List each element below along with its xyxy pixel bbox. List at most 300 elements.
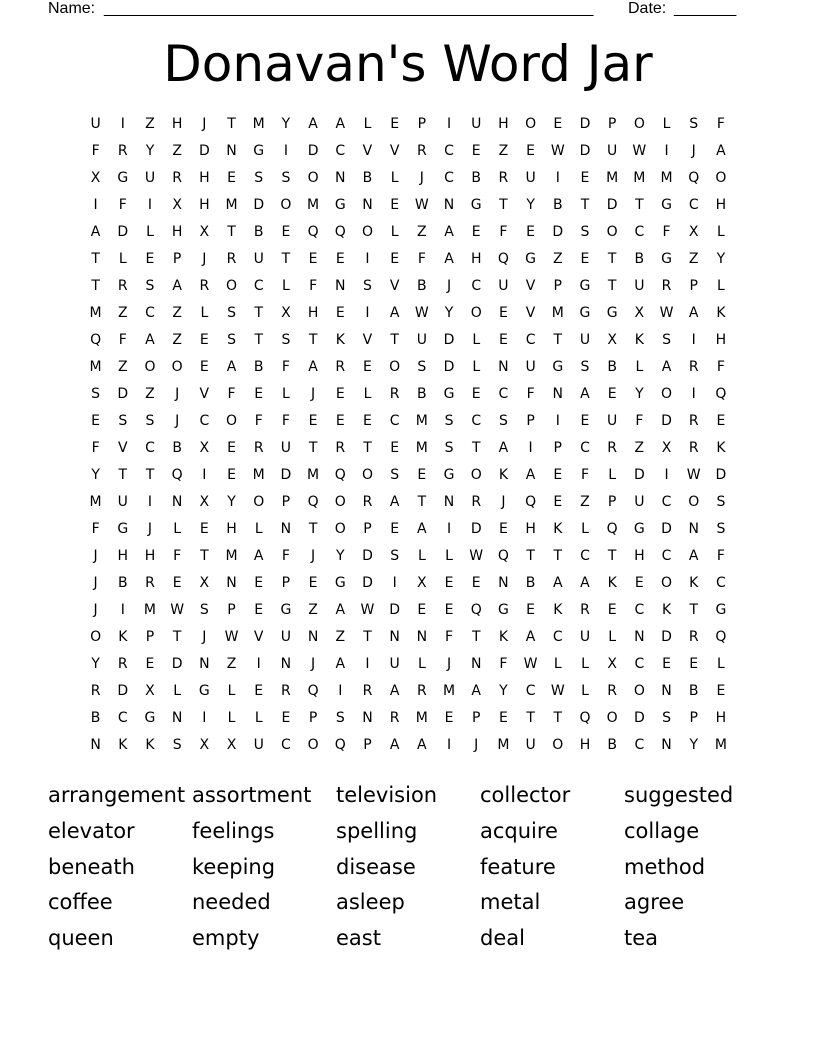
grid-cell: W bbox=[360, 602, 375, 618]
grid-cell: M bbox=[415, 710, 428, 726]
grid-cell: C bbox=[634, 602, 645, 618]
grid-cell: D bbox=[117, 683, 129, 699]
grid-cell: J bbox=[175, 413, 180, 429]
grid-cell: A bbox=[498, 440, 509, 456]
grid-cell: I bbox=[446, 116, 452, 132]
grid-cell: U bbox=[90, 116, 101, 132]
grid-cell: Y bbox=[444, 305, 454, 321]
grid-cell: K bbox=[607, 575, 617, 591]
grid-cell: O bbox=[361, 467, 373, 483]
grid-cell: I bbox=[256, 656, 261, 672]
word-list-item: east bbox=[336, 926, 381, 951]
word-list-item: method bbox=[624, 854, 706, 879]
grid-cell: T bbox=[363, 629, 372, 645]
grid-cell: B bbox=[688, 683, 699, 699]
grid-cell: L bbox=[417, 548, 426, 564]
grid-cell: S bbox=[227, 332, 236, 348]
grid-cell: X bbox=[199, 494, 210, 510]
grid-row bbox=[82, 300, 742, 327]
grid-cell: W bbox=[550, 143, 565, 159]
grid-cell: E bbox=[607, 386, 617, 402]
grid-cell: R bbox=[471, 494, 482, 510]
grid-cell: E bbox=[716, 683, 726, 699]
grid-cell: R bbox=[362, 494, 373, 510]
grid-cell: L bbox=[581, 656, 589, 672]
grid-cell: A bbox=[389, 683, 400, 699]
grid-cell: S bbox=[662, 332, 671, 348]
grid-cell: R bbox=[688, 629, 699, 645]
grid-row bbox=[82, 273, 742, 300]
grid-cell: P bbox=[553, 278, 562, 294]
grid-cell: O bbox=[715, 170, 727, 186]
grid-cell: Q bbox=[307, 224, 319, 240]
grid-cell: E bbox=[580, 170, 590, 186]
grid-cell: C bbox=[661, 494, 672, 510]
word-row bbox=[48, 921, 768, 957]
grid-cell: S bbox=[335, 710, 345, 726]
grid-cell: I bbox=[283, 143, 288, 159]
grid-cell: C bbox=[634, 224, 645, 240]
grid-cell: V bbox=[389, 143, 400, 159]
grid-cell: A bbox=[226, 359, 237, 375]
grid-cell: T bbox=[607, 251, 617, 267]
grid-cell: G bbox=[470, 197, 482, 213]
grid-cell: G bbox=[552, 359, 564, 375]
grid-cell: J bbox=[311, 386, 316, 402]
grid-cell: C bbox=[444, 170, 454, 186]
grid-cell: J bbox=[93, 602, 98, 618]
grid-cell: L bbox=[363, 116, 372, 132]
grid-cell: Z bbox=[172, 143, 182, 159]
grid-cell: O bbox=[144, 359, 156, 375]
grid-cell: R bbox=[416, 143, 427, 159]
grid-row bbox=[82, 327, 742, 354]
grid-cell: V bbox=[525, 278, 536, 294]
grid-cell: F bbox=[118, 197, 127, 213]
grid-cell: F bbox=[91, 440, 100, 456]
word-list-item: feelings bbox=[192, 818, 275, 843]
grid-cell: O bbox=[226, 413, 238, 429]
grid-cell: Q bbox=[171, 467, 183, 483]
grid-cell: S bbox=[580, 224, 590, 240]
grid-cell: Q bbox=[334, 737, 346, 753]
grid-cell: E bbox=[417, 602, 427, 618]
grid-cell: S bbox=[281, 332, 291, 348]
grid-row bbox=[82, 462, 742, 489]
grid-cell: E bbox=[471, 386, 481, 402]
grid-cell: Z bbox=[117, 305, 128, 321]
grid-cell: M bbox=[714, 737, 727, 753]
grid-cell: Q bbox=[307, 683, 319, 699]
grid-cell: A bbox=[580, 575, 590, 591]
grid-cell: I bbox=[392, 575, 397, 591]
grid-cell: S bbox=[689, 116, 699, 132]
grid-cell: T bbox=[607, 548, 617, 564]
grid-cell: T bbox=[417, 494, 427, 510]
grid-cell: M bbox=[606, 170, 619, 186]
grid-cell: K bbox=[118, 629, 128, 645]
grid-cell: H bbox=[226, 521, 237, 537]
grid-cell: Z bbox=[552, 251, 563, 267]
grid-cell: J bbox=[202, 629, 207, 645]
grid-cell: O bbox=[688, 494, 700, 510]
grid-cell: T bbox=[526, 710, 535, 726]
grid-cell: E bbox=[553, 116, 563, 132]
grid-cell: N bbox=[389, 629, 400, 645]
grid-row bbox=[82, 219, 742, 246]
word-list-item: empty bbox=[192, 926, 260, 951]
grid-cell: L bbox=[200, 305, 209, 321]
grid-cell: R bbox=[498, 170, 509, 186]
grid-cell: Z bbox=[688, 251, 699, 267]
grid-cell: O bbox=[280, 197, 292, 213]
grid-cell: W bbox=[414, 197, 429, 213]
grid-cell: M bbox=[633, 170, 646, 186]
grid-cell: O bbox=[253, 494, 265, 510]
grid-cell: T bbox=[553, 548, 563, 564]
grid-row bbox=[82, 192, 742, 219]
grid-cell: T bbox=[390, 332, 399, 348]
grid-cell: U bbox=[117, 494, 128, 510]
grid-cell: D bbox=[443, 332, 455, 348]
grid-cell: J bbox=[446, 278, 452, 294]
grid-cell: T bbox=[553, 710, 563, 726]
grid-cell: E bbox=[363, 413, 372, 429]
grid-cell: T bbox=[580, 197, 590, 213]
grid-cell: L bbox=[635, 359, 644, 375]
grid-cell: L bbox=[581, 521, 589, 537]
grid-cell: L bbox=[146, 224, 154, 240]
grid-cell: K bbox=[335, 332, 345, 348]
grid-cell: I bbox=[338, 683, 343, 699]
grid-cell: H bbox=[171, 116, 183, 132]
grid-cell: W bbox=[659, 305, 674, 321]
grid-cell: C bbox=[389, 413, 400, 429]
grid-cell: M bbox=[551, 305, 564, 321]
name-line: _______________________________________________________ bbox=[104, 0, 594, 17]
grid-cell: E bbox=[498, 710, 508, 726]
grid-cell: R bbox=[253, 440, 264, 456]
grid-cell: Z bbox=[308, 602, 318, 618]
grid-cell: U bbox=[498, 278, 509, 294]
grid-cell: R bbox=[281, 683, 291, 699]
grid-cell: G bbox=[606, 305, 618, 321]
grid-cell: F bbox=[281, 413, 290, 429]
grid-cell: T bbox=[471, 629, 481, 645]
grid-cell: B bbox=[607, 359, 617, 375]
grid-cell: K bbox=[716, 440, 726, 456]
grid-cell: O bbox=[661, 386, 673, 402]
grid-cell: A bbox=[444, 251, 454, 267]
grid-cell: L bbox=[472, 332, 481, 348]
grid-cell: G bbox=[334, 575, 346, 591]
grid-cell: D bbox=[117, 386, 129, 402]
grid-cell: T bbox=[308, 521, 318, 537]
grid-cell: C bbox=[716, 575, 726, 591]
grid-cell: F bbox=[716, 359, 725, 375]
grid-cell: U bbox=[525, 737, 536, 753]
grid-cell: X bbox=[607, 656, 617, 672]
grid-cell: T bbox=[254, 305, 263, 321]
grid-cell: N bbox=[498, 359, 509, 375]
grid-cell: E bbox=[308, 251, 318, 267]
grid-cell: F bbox=[526, 386, 535, 402]
word-list-item: metal bbox=[480, 890, 541, 915]
grid-cell: O bbox=[307, 737, 319, 753]
grid-cell: U bbox=[634, 494, 645, 510]
grid-cell: B bbox=[634, 251, 645, 267]
grid-cell: Q bbox=[715, 386, 727, 402]
grid-row bbox=[82, 732, 742, 759]
grid-cell: S bbox=[254, 170, 264, 186]
grid-cell: Y bbox=[499, 683, 508, 699]
grid-cell: E bbox=[607, 602, 617, 618]
grid-cell: S bbox=[227, 305, 236, 321]
grid-cell: A bbox=[525, 467, 536, 483]
grid-cell: Z bbox=[145, 116, 155, 132]
grid-cell: A bbox=[335, 116, 346, 132]
grid-cell: R bbox=[688, 440, 699, 456]
grid-cell: W bbox=[523, 656, 538, 672]
grid-cell: E bbox=[254, 386, 264, 402]
grid-cell: M bbox=[89, 494, 102, 510]
grid-cell: P bbox=[172, 251, 182, 267]
grid-cell: N bbox=[661, 737, 672, 753]
grid-cell: D bbox=[633, 467, 645, 483]
grid-cell: B bbox=[253, 224, 264, 240]
grid-cell: D bbox=[362, 548, 373, 564]
grid-cell: Q bbox=[497, 251, 509, 267]
grid-cell: R bbox=[117, 278, 128, 294]
grid-cell: P bbox=[689, 278, 698, 294]
grid-cell: U bbox=[144, 170, 156, 186]
grid-cell: I bbox=[691, 332, 696, 348]
grid-cell: M bbox=[252, 467, 265, 483]
grid-cell: T bbox=[363, 440, 372, 456]
grid-cell: M bbox=[252, 116, 265, 132]
grid-cell: E bbox=[634, 575, 644, 591]
grid-cell: G bbox=[633, 521, 645, 537]
grid-cell: Y bbox=[227, 494, 236, 510]
grid-cell: H bbox=[307, 305, 319, 321]
grid-row bbox=[82, 381, 742, 408]
grid-row bbox=[82, 516, 742, 543]
grid-cell: H bbox=[715, 332, 727, 348]
grid-cell: G bbox=[525, 251, 537, 267]
grid-cell: N bbox=[688, 521, 699, 537]
grid-cell: D bbox=[253, 197, 265, 213]
grid-cell: R bbox=[226, 251, 237, 267]
grid-cell: R bbox=[145, 575, 155, 591]
grid-cell: L bbox=[363, 386, 372, 402]
grid-cell: S bbox=[145, 413, 155, 429]
grid-cell: K bbox=[689, 575, 699, 591]
grid-cell: O bbox=[661, 575, 673, 591]
word-list-item: agree bbox=[624, 890, 685, 915]
grid-cell: D bbox=[171, 656, 183, 672]
grid-cell: X bbox=[417, 575, 427, 591]
date-label: Date: bbox=[628, 0, 667, 17]
grid-cell: A bbox=[552, 575, 563, 591]
grid-cell: A bbox=[335, 656, 346, 672]
grid-cell: U bbox=[471, 116, 482, 132]
grid-cell: Q bbox=[334, 224, 346, 240]
grid-cell: D bbox=[606, 197, 618, 213]
grid-cell: E bbox=[145, 251, 155, 267]
grid-cell: R bbox=[90, 683, 101, 699]
grid-cell: O bbox=[334, 494, 346, 510]
grid-cell: P bbox=[227, 602, 236, 618]
grid-cell: G bbox=[661, 251, 672, 267]
grid-cell: X bbox=[199, 224, 210, 240]
grid-cell: N bbox=[335, 170, 346, 186]
grid-cell: S bbox=[662, 710, 671, 726]
grid-cell: M bbox=[89, 359, 102, 375]
word-list-item: acquire bbox=[480, 818, 558, 843]
grid-cell: K bbox=[634, 332, 644, 348]
grid-cell: P bbox=[308, 710, 318, 726]
grid-cell: S bbox=[172, 737, 182, 753]
grid-cell: E bbox=[580, 251, 590, 267]
grid-cell: F bbox=[173, 548, 182, 564]
grid-cell: P bbox=[689, 710, 698, 726]
grid-cell: T bbox=[281, 251, 291, 267]
grid-cell: S bbox=[91, 386, 101, 402]
grid-cell: A bbox=[335, 602, 346, 618]
grid-cell: T bbox=[91, 251, 100, 267]
grid-cell: O bbox=[361, 224, 373, 240]
grid-cell: W bbox=[632, 143, 647, 159]
grid-cell: D bbox=[552, 224, 564, 240]
grid-cell: O bbox=[90, 629, 102, 645]
grid-cell: A bbox=[145, 332, 155, 348]
grid-cell: L bbox=[390, 224, 399, 240]
grid-row bbox=[82, 489, 742, 516]
header bbox=[48, 0, 748, 20]
word-list-item: tea bbox=[624, 926, 659, 951]
grid-cell: I bbox=[147, 494, 153, 510]
grid-cell: K bbox=[118, 737, 128, 753]
grid-cell: C bbox=[199, 413, 210, 429]
grid-cell: E bbox=[390, 521, 400, 537]
grid-cell: J bbox=[474, 737, 479, 753]
grid-cell: O bbox=[470, 467, 482, 483]
grid-cell: O bbox=[389, 359, 401, 375]
grid-cell: R bbox=[389, 386, 400, 402]
grid-cell: N bbox=[335, 278, 346, 294]
word-list-item: disease bbox=[336, 854, 416, 879]
grid-cell: E bbox=[199, 521, 209, 537]
grid-cell: P bbox=[417, 116, 427, 132]
grid-cell: Y bbox=[91, 467, 100, 483]
grid-cell: R bbox=[172, 170, 183, 186]
grid-cell: G bbox=[715, 602, 727, 618]
grid-cell: E bbox=[444, 575, 454, 591]
grid-cell: G bbox=[661, 197, 672, 213]
grid-cell: J bbox=[147, 521, 153, 537]
grid-cell: G bbox=[280, 602, 292, 618]
grid-cell: J bbox=[446, 656, 452, 672]
grid-cell: L bbox=[173, 521, 182, 537]
word-list-item: asleep bbox=[336, 890, 405, 915]
grid-cell: Z bbox=[634, 440, 645, 456]
grid-cell: E bbox=[199, 332, 209, 348]
grid-cell: I bbox=[664, 143, 669, 159]
grid-cell: Q bbox=[470, 602, 482, 618]
grid-cell: T bbox=[227, 224, 236, 240]
grid-cell: H bbox=[715, 197, 727, 213]
grid-row bbox=[82, 705, 742, 732]
grid-cell: L bbox=[445, 548, 453, 564]
grid-cell: A bbox=[308, 116, 318, 132]
grid-cell: K bbox=[553, 602, 563, 618]
grid-cell: K bbox=[553, 521, 563, 537]
grid-cell: U bbox=[579, 332, 591, 348]
grid-cell: R bbox=[661, 278, 672, 294]
grid-cell: P bbox=[363, 521, 372, 537]
grid-cell: A bbox=[580, 386, 590, 402]
grid-cell: X bbox=[90, 170, 101, 186]
grid-cell: O bbox=[470, 305, 482, 321]
grid-cell: B bbox=[117, 575, 128, 591]
grid-cell: Y bbox=[635, 386, 644, 402]
grid-cell: K bbox=[498, 629, 508, 645]
grid-cell: U bbox=[607, 413, 618, 429]
grid-cell: Q bbox=[579, 710, 591, 726]
word-row bbox=[48, 885, 768, 921]
grid-cell: B bbox=[417, 278, 427, 294]
grid-cell: C bbox=[253, 278, 264, 294]
grid-cell: E bbox=[471, 143, 481, 159]
word-list-item: feature bbox=[480, 854, 556, 879]
grid-cell: N bbox=[498, 575, 509, 591]
grid-cell: D bbox=[661, 413, 672, 429]
grid-cell: W bbox=[550, 683, 565, 699]
grid-cell: I bbox=[202, 467, 207, 483]
grid-cell: D bbox=[470, 521, 482, 537]
grid-cell: R bbox=[389, 710, 400, 726]
grid-cell: Y bbox=[145, 143, 155, 159]
grid-cell: R bbox=[607, 440, 618, 456]
grid-cell: O bbox=[525, 116, 537, 132]
grid-cell: F bbox=[417, 251, 426, 267]
page-title: Donavan's Word Jar bbox=[163, 35, 653, 93]
grid-cell: E bbox=[498, 332, 508, 348]
grid-cell: M bbox=[307, 467, 320, 483]
grid-cell: G bbox=[117, 170, 129, 186]
grid-cell: L bbox=[390, 170, 399, 186]
grid-cell: F bbox=[227, 386, 236, 402]
grid-cell: A bbox=[172, 278, 182, 294]
grid-cell: L bbox=[553, 656, 562, 672]
word-list-item: deal bbox=[480, 926, 525, 951]
grid-cell: E bbox=[526, 224, 536, 240]
grid-cell: G bbox=[117, 521, 129, 537]
grid-cell: G bbox=[253, 143, 265, 159]
grid-cell: E bbox=[172, 575, 182, 591]
word-list-item: suggested bbox=[624, 783, 734, 807]
grid-cell: B bbox=[362, 170, 373, 186]
grid-cell: Z bbox=[335, 629, 346, 645]
grid-row bbox=[82, 408, 742, 435]
grid-cell: B bbox=[90, 710, 101, 726]
grid-cell: E bbox=[390, 251, 400, 267]
grid-row bbox=[82, 570, 742, 597]
grid-cell: U bbox=[253, 251, 264, 267]
grid-cell: V bbox=[253, 629, 264, 645]
grid-cell: I bbox=[202, 710, 207, 726]
word-list-item: coffee bbox=[48, 890, 113, 915]
